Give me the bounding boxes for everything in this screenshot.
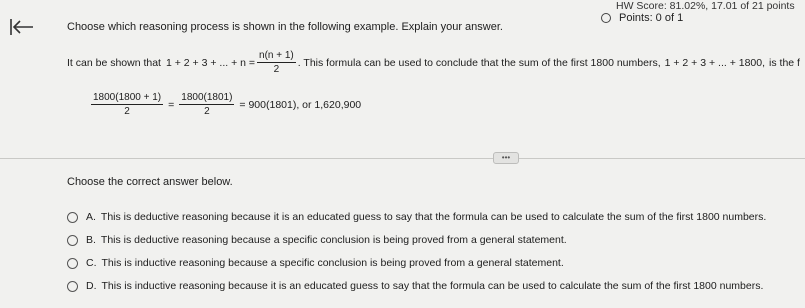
statement-prefix: It can be shown that bbox=[67, 56, 161, 69]
question-prompt: Choose which reasoning process is shown in the following example. Explain your answer. bbox=[67, 21, 503, 33]
radio-c[interactable] bbox=[67, 258, 78, 269]
statement-lhs: 1 + 2 + 3 + ... + n = bbox=[165, 56, 256, 69]
option-c-text: This is inductive reasoning because a specific conclusion is being proved from a general statement. bbox=[101, 257, 564, 269]
option-b[interactable] bbox=[67, 232, 567, 248]
hw-score: HW Score: 81.02%, 17.01 of 21 points bbox=[616, 0, 795, 12]
option-d[interactable] bbox=[67, 278, 763, 294]
statement-suffix: is the f bbox=[769, 56, 800, 69]
statement-middle: . This formula can be used to conclude that the sum of the first 1800 numbers, bbox=[297, 56, 661, 69]
formula-denominator: 2 bbox=[273, 64, 280, 75]
radio-d[interactable] bbox=[67, 281, 78, 292]
calc-fraction-2-numerator: 1800(1801) bbox=[181, 92, 233, 103]
points-label: Points: 0 of 1 bbox=[619, 12, 684, 24]
calc-fraction-1-numerator: 1800(1800 + 1) bbox=[93, 92, 162, 103]
option-b-text: This is deductive reasoning because a specific conclusion is being proved from a general statement. bbox=[100, 234, 567, 246]
calc-equals: = bbox=[168, 98, 175, 111]
option-b-letter: B. bbox=[86, 234, 96, 246]
radio-a[interactable] bbox=[67, 212, 78, 223]
calculation-line bbox=[89, 92, 361, 117]
option-d-text: This is inductive reasoning because it is an educated guess to say that the formula can be used to calculate the sum of the first 1800 numbers. bbox=[101, 280, 764, 292]
option-a-letter: A. bbox=[86, 211, 96, 223]
points-circle-icon bbox=[601, 13, 611, 23]
answer-instruction: Choose the correct answer below. bbox=[67, 176, 233, 188]
radio-b[interactable] bbox=[67, 235, 78, 246]
more-button[interactable]: ••• bbox=[493, 152, 519, 164]
calc-fraction-1-denominator: 2 bbox=[124, 106, 130, 117]
option-d-letter: D. bbox=[86, 280, 97, 292]
formula-numerator: n(n + 1) bbox=[259, 50, 294, 61]
calc-fraction-2 bbox=[179, 92, 234, 117]
calc-fraction-1 bbox=[91, 92, 163, 117]
divider bbox=[0, 158, 805, 159]
statement-sum: 1 + 2 + 3 + ... + 1800, bbox=[664, 56, 766, 69]
option-a-text: This is deductive reasoning because it is an educated guess to say that the formula can be used to calculate the sum of the first 1800 numbers. bbox=[100, 211, 767, 223]
back-arrow-icon[interactable] bbox=[9, 17, 35, 37]
option-c[interactable] bbox=[67, 255, 564, 271]
calc-fraction-2-denominator: 2 bbox=[204, 106, 210, 117]
statement-line bbox=[67, 50, 800, 75]
option-c-letter: C. bbox=[86, 257, 97, 269]
option-a[interactable] bbox=[67, 209, 766, 225]
points-indicator bbox=[601, 12, 683, 24]
formula-fraction bbox=[257, 50, 296, 75]
calc-result: = 900(1801), or 1,620,900 bbox=[239, 98, 362, 111]
